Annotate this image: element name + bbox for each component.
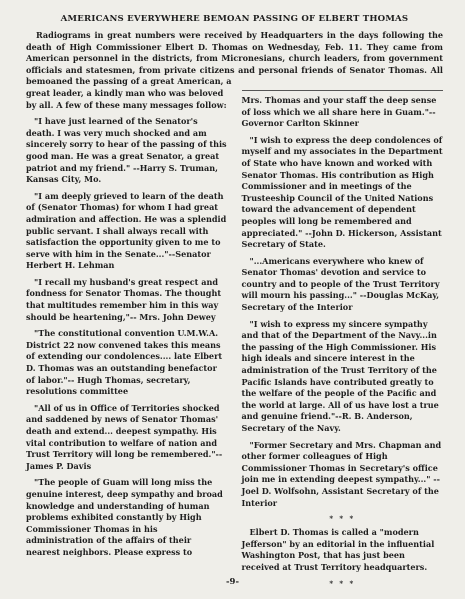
column-rule (242, 90, 444, 91)
right-paragraph-3: "...Americans everywhere who knew of Senator Thomas' devotion and service to country and to people of the Trust Territory will mourn his passing..." --Douglas McKay, Secretary of the Interior (241, 255, 440, 313)
separator-stars: * * * (329, 514, 356, 524)
left-paragraph-3: "I am deeply grieved to learn of the death of (Senator Thomas) for whom I had great admiration and affection. He was a splendid public servant. I shall always recall with satisfaction the opportunity given to me to serve with him in the Senate..."--Senator Herbert H. Lehman (26, 190, 227, 271)
two-column-body (26, 88, 443, 592)
left-column (26, 88, 228, 592)
right-paragraph-6: Elbert D. Thomas is called a "modern Jefferson" by an editorial in the influential Washington Post, that has just been received at Trust Territory headquarters. (241, 527, 435, 572)
separator-stars-end: * * * (329, 578, 356, 588)
left-paragraph-5: "The constitutional convention U.M.W.A. District 22 now convened takes this means of extending our condolences.... late Elbert D. Thomas was an outstanding benefactor of labor."-- Hugh Thomas, secretary, resolutions committee (26, 328, 223, 397)
right-paragraph-1: Mrs. Thomas and your staff the deep sense of loss which we all share here in Guam."--Governor Carlton Skinner (241, 94, 437, 129)
right-column (242, 88, 444, 592)
left-paragraph-6: "All of us in Office of Territories shocked and saddened by news of Senator Thomas' death and extend... deepest sympathy. His vital contribution to welfare of nation and Trust Territory will long be remembered."--James P. Davis (26, 402, 223, 471)
page-number: -9- (226, 577, 239, 587)
left-paragraph-2: "I have just learned of the Senator's death. I was very much shocked and am sincerely sorry to hear of the passing of this good man. He was a great Senator, a great patriot and my friend." --Harry S. Truman, Kansas City, Mo. (26, 116, 227, 185)
right-paragraph-2: "I wish to express the deep condolences of myself and my associates in the Department of State who have known and worked with Senator Thomas. His contribution as High Commissioner and in meetings of the Trusteeship Council of the United Nations toward the advancement of dependent peoples will long be remembered and appreciated." --John D. Hickerson, Assistant Secretary of State. (241, 134, 443, 250)
left-paragraph-4: "I recall my husband's great respect and fondness for Senator Thomas. The thought that multitudes remember him in this way should be heartening,"-- Mrs. John Dewey (26, 276, 222, 322)
left-paragraph-1: great leader, a kindly man who was beloved by all. A few of these many messages follow: (26, 87, 227, 110)
intro-paragraph: Radiograms in great numbers were received by Headquarters in the days following the death of High Commissioner Elbert D. Thomas on Wednesday, Feb. 11. They came from American personnel in the districts, from Micronesians, church leaders, from government officials and statesmen, from private citizens and personal friends of Senator Thomas. All bemoaned the passing of a great American, a (26, 30, 443, 87)
right-paragraph-4: "I wish to express my sincere sympathy and that of the Department of the Navy...in the passing of the High Commissioner. His high ideals and sincere interest in the administration of the Trust Territory of the Pacific Islands have contributed greatly to the welfare of the people of the Pacific and the world at large. All of us have lost a true and genuine friend."--R. B. Anderson, Secretary of the Navy. (241, 318, 439, 433)
right-paragraph-5: "Former Secretary and Mrs. Chapman and other former colleagues of High Commissioner Thomas in Secretary's office join me in extending deepest sympathy..." --Joel D. Wolfsohn, Assistant Secretary of the Interior (241, 439, 442, 508)
headline: AMERICANS EVERYWHERE BEMOAN PASSING OF ELBERT THOMAS (60, 14, 409, 24)
left-paragraph-7: "The people of Guam will long miss the genuine interest, deep sympathy and broad knowledge and understanding of human problems exhibited constantly by High Commissioner Thomas in his administration of the affairs of their nearest neighbors. Please express to (26, 477, 223, 557)
